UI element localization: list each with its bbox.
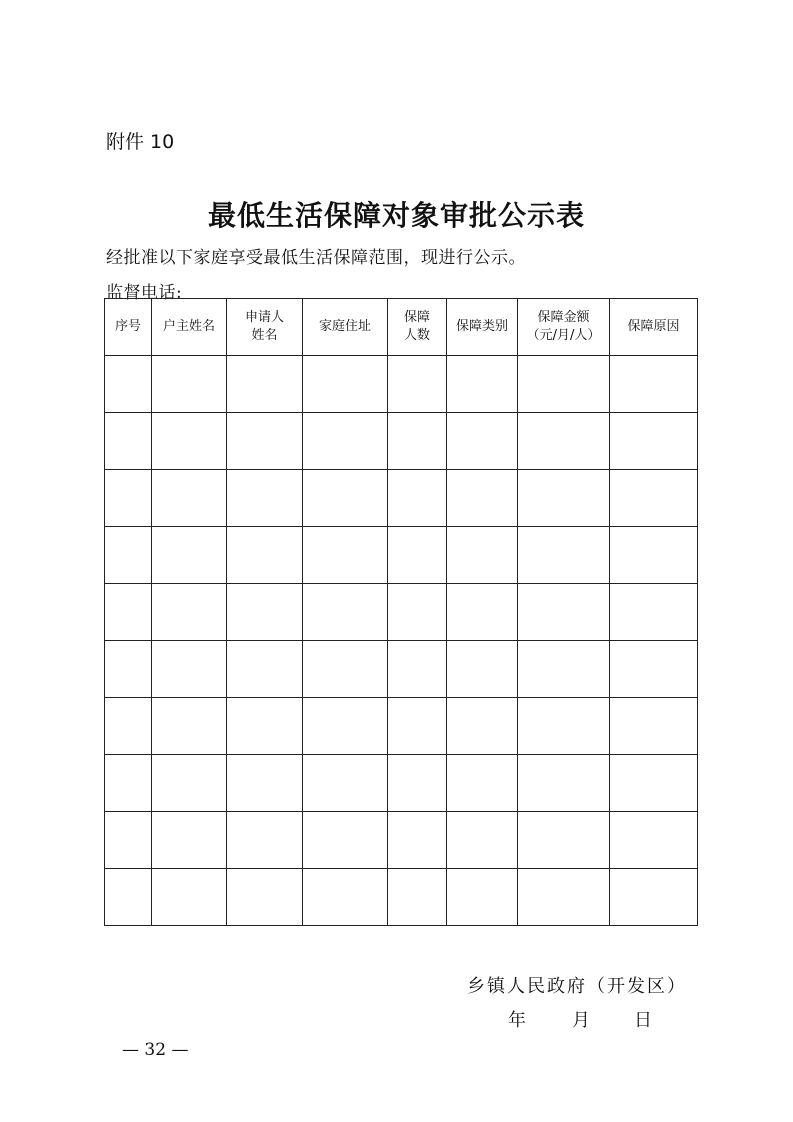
table-row bbox=[105, 413, 698, 470]
table-cell[interactable] bbox=[518, 413, 610, 470]
table-row bbox=[105, 584, 698, 641]
table-cell[interactable] bbox=[105, 584, 152, 641]
table-row bbox=[105, 698, 698, 755]
table-cell[interactable] bbox=[447, 812, 518, 869]
table-cell[interactable] bbox=[303, 413, 388, 470]
column-header bbox=[105, 299, 152, 356]
signature-year: 年 bbox=[508, 1010, 526, 1031]
table-cell[interactable] bbox=[105, 641, 152, 698]
column-header-line: 保障类别 bbox=[455, 319, 508, 334]
table-cell[interactable] bbox=[303, 641, 388, 698]
column-header-line: 户主姓名 bbox=[162, 319, 215, 334]
table-cell[interactable] bbox=[227, 812, 303, 869]
column-header-line: 保障金额 bbox=[537, 310, 590, 325]
table-cell[interactable] bbox=[105, 755, 152, 812]
table-cell[interactable] bbox=[105, 869, 152, 926]
table-row bbox=[105, 356, 698, 413]
table-row bbox=[105, 812, 698, 869]
table-cell[interactable] bbox=[152, 584, 227, 641]
table-cell[interactable] bbox=[447, 755, 518, 812]
table-cell[interactable] bbox=[227, 869, 303, 926]
signature-day: 日 bbox=[634, 1010, 652, 1031]
phone-label: 监督电话: bbox=[106, 283, 183, 303]
table-row bbox=[105, 755, 698, 812]
table-cell[interactable] bbox=[388, 356, 447, 413]
table-cell[interactable] bbox=[152, 356, 227, 413]
table-cell[interactable] bbox=[303, 470, 388, 527]
table-cell[interactable] bbox=[447, 413, 518, 470]
table-cell[interactable] bbox=[388, 584, 447, 641]
table-row bbox=[105, 470, 698, 527]
table-cell[interactable] bbox=[447, 698, 518, 755]
table-cell[interactable] bbox=[610, 755, 698, 812]
table-cell[interactable] bbox=[447, 869, 518, 926]
table-cell[interactable] bbox=[610, 698, 698, 755]
table-cell[interactable] bbox=[152, 527, 227, 584]
table-cell[interactable] bbox=[610, 527, 698, 584]
table-cell[interactable] bbox=[303, 356, 388, 413]
table-cell[interactable] bbox=[518, 641, 610, 698]
table-cell[interactable] bbox=[105, 470, 152, 527]
page-title: 最低生活保障对象审批公示表 bbox=[207, 199, 585, 232]
table-cell[interactable] bbox=[303, 755, 388, 812]
table-cell[interactable] bbox=[303, 812, 388, 869]
table-cell[interactable] bbox=[518, 584, 610, 641]
table-row bbox=[105, 527, 698, 584]
page-number: — 32 — bbox=[122, 1040, 189, 1060]
table-cell[interactable] bbox=[152, 413, 227, 470]
table-cell[interactable] bbox=[447, 584, 518, 641]
table-cell[interactable] bbox=[105, 356, 152, 413]
column-header-line: 保障 bbox=[403, 310, 430, 325]
column-header bbox=[227, 299, 303, 356]
table-cell[interactable] bbox=[610, 641, 698, 698]
table-cell[interactable] bbox=[388, 413, 447, 470]
table-cell[interactable] bbox=[105, 527, 152, 584]
table-cell[interactable] bbox=[610, 812, 698, 869]
table-cell[interactable] bbox=[518, 470, 610, 527]
intro-text: 经批准以下家庭享受最低生活保障范围，现进行公示。 bbox=[106, 248, 526, 268]
table-cell[interactable] bbox=[518, 812, 610, 869]
table-cell[interactable] bbox=[447, 470, 518, 527]
column-header bbox=[610, 299, 698, 356]
table-cell[interactable] bbox=[152, 470, 227, 527]
table-cell[interactable] bbox=[610, 584, 698, 641]
table-cell[interactable] bbox=[303, 869, 388, 926]
column-header bbox=[152, 299, 227, 356]
column-header bbox=[388, 299, 447, 356]
table-cell[interactable] bbox=[227, 755, 303, 812]
table-cell[interactable] bbox=[388, 470, 447, 527]
column-header-line: 家庭住址 bbox=[318, 319, 371, 334]
table-cell[interactable] bbox=[388, 869, 447, 926]
table-cell[interactable] bbox=[518, 698, 610, 755]
signature-month: 月 bbox=[572, 1010, 590, 1031]
table-row bbox=[105, 641, 698, 698]
table-cell[interactable] bbox=[388, 527, 447, 584]
table-cell[interactable] bbox=[610, 356, 698, 413]
table-cell[interactable] bbox=[152, 698, 227, 755]
table-cell[interactable] bbox=[152, 812, 227, 869]
table-cell[interactable] bbox=[518, 527, 610, 584]
table-cell[interactable] bbox=[303, 698, 388, 755]
column-header bbox=[518, 299, 610, 356]
table-cell[interactable] bbox=[227, 584, 303, 641]
column-header-line: 保障原因 bbox=[627, 319, 680, 334]
table-cell[interactable] bbox=[518, 869, 610, 926]
annex-label: 附件 10 bbox=[106, 131, 175, 153]
column-header-line: 序号 bbox=[114, 319, 141, 334]
table-cell[interactable] bbox=[388, 755, 447, 812]
table-row bbox=[105, 869, 698, 926]
table-cell[interactable] bbox=[227, 413, 303, 470]
signature-org: 乡镇人民政府（开发区） bbox=[467, 976, 687, 997]
table-cell[interactable] bbox=[105, 698, 152, 755]
table-cell[interactable] bbox=[388, 641, 447, 698]
table-cell[interactable] bbox=[518, 755, 610, 812]
table-cell[interactable] bbox=[227, 527, 303, 584]
table-cell[interactable] bbox=[227, 698, 303, 755]
table-cell[interactable] bbox=[388, 812, 447, 869]
table-cell[interactable] bbox=[610, 470, 698, 527]
table-cell[interactable] bbox=[447, 527, 518, 584]
table-header-row bbox=[105, 299, 698, 356]
table-cell[interactable] bbox=[152, 641, 227, 698]
table-cell[interactable] bbox=[227, 470, 303, 527]
table-cell[interactable] bbox=[610, 413, 698, 470]
table-cell[interactable] bbox=[303, 527, 388, 584]
table-cell[interactable] bbox=[152, 869, 227, 926]
column-header bbox=[447, 299, 518, 356]
table-body bbox=[105, 356, 698, 926]
table-cell[interactable] bbox=[105, 812, 152, 869]
table-cell[interactable] bbox=[105, 413, 152, 470]
table-cell[interactable] bbox=[447, 641, 518, 698]
column-header-line: 人数 bbox=[403, 328, 430, 343]
column-header-line: 姓名 bbox=[251, 328, 278, 343]
column-header-line: （元/月/人） bbox=[526, 328, 601, 343]
table-cell[interactable] bbox=[227, 356, 303, 413]
table-cell[interactable] bbox=[518, 356, 610, 413]
table-cell[interactable] bbox=[447, 356, 518, 413]
table-cell[interactable] bbox=[152, 755, 227, 812]
table-cell[interactable] bbox=[303, 584, 388, 641]
table-cell[interactable] bbox=[227, 641, 303, 698]
approval-table bbox=[104, 298, 698, 926]
column-header-line: 申请人 bbox=[244, 310, 284, 325]
column-header bbox=[303, 299, 388, 356]
table-cell[interactable] bbox=[610, 869, 698, 926]
table-cell[interactable] bbox=[388, 698, 447, 755]
